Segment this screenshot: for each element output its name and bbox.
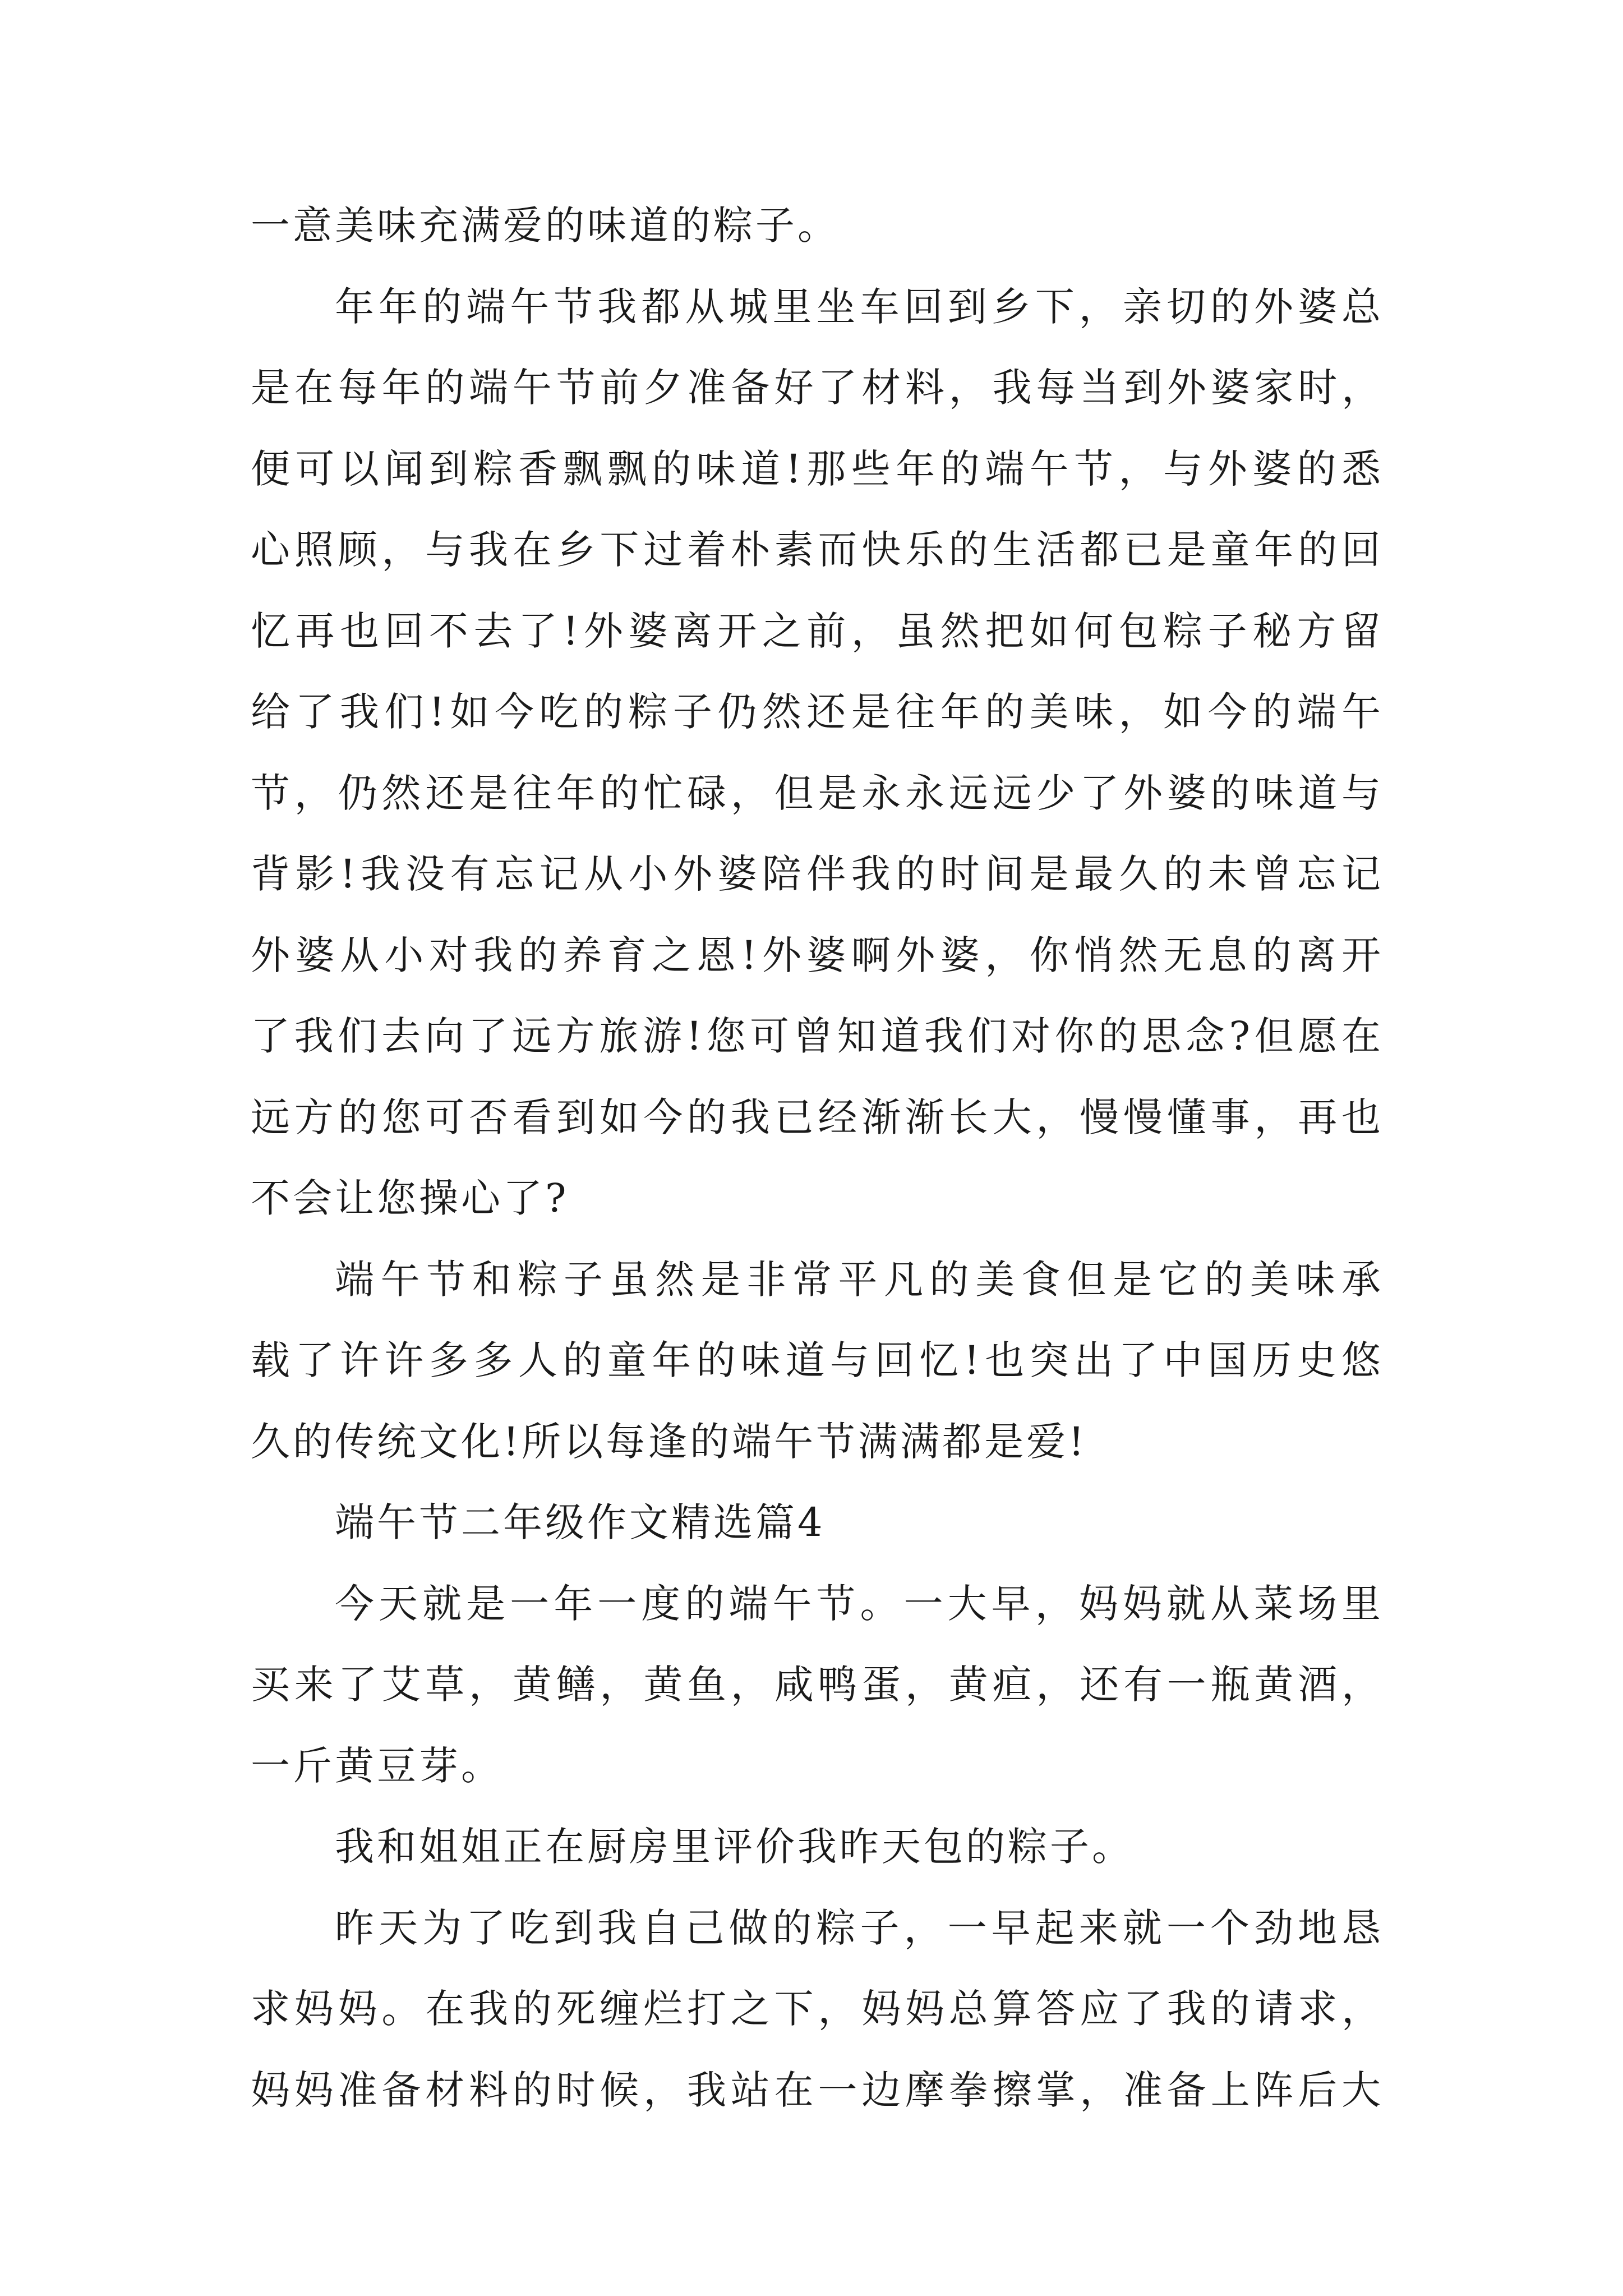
text-line: 外婆从小对我的养育之恩!外婆啊外婆，你悄然无息的离开 xyxy=(251,932,1384,978)
text-line: 节，仍然还是往年的忙碌，但是永永远远少了外婆的味道与 xyxy=(251,770,1384,816)
text-line: 给了我们!如今吃的粽子仍然还是往年的美味，如今的端午 xyxy=(251,689,1384,735)
text-line: 忆再也回不去了!外婆离开之前，虽然把如何包粽子秘方留 xyxy=(251,608,1384,654)
text-line: 买来了艾草，黄鳝，黄鱼，咸鸭蛋，黄疸，还有一瓶黄酒， xyxy=(251,1662,1384,1708)
text-line: 端午节和粽子虽然是非常平凡的美食但是它的美味承 xyxy=(335,1256,1384,1303)
document-body xyxy=(251,185,1384,2131)
text-line: 背影!我没有忘记从小外婆陪伴我的时间是最久的未曾忘记 xyxy=(251,851,1384,897)
text-line: 一意美味充满爱的味道的粽子。 xyxy=(251,203,840,249)
text-line: 一斤黄豆芽。 xyxy=(251,1742,503,1789)
text-line: 心照顾，与我在乡下过着朴素而快乐的生活都已是童年的回 xyxy=(251,527,1384,573)
text-line: 求妈妈。在我的死缠烂打之下，妈妈总算答应了我的请求， xyxy=(251,1986,1384,2032)
text-line: 不会让您操心了? xyxy=(251,1175,569,1221)
text-line: 远方的您可否看到如今的我已经渐渐长大，慢慢懂事，再也 xyxy=(251,1094,1384,1140)
text-line: 年年的端午节我都从城里坐车回到乡下，亲切的外婆总 xyxy=(335,283,1384,330)
text-line: 我和姐姐正在厨房里评价我昨天包的粽子。 xyxy=(335,1824,1134,1870)
text-line: 便可以闻到粽香飘飘的味道!那些年的端午节，与外婆的悉 xyxy=(251,445,1384,492)
text-line: 了我们去向了远方旅游!您可曾知道我们对你的思念?但愿在 xyxy=(251,1013,1384,1059)
text-line: 妈妈准备材料的时候，我站在一边摩拳擦掌，准备上阵后大 xyxy=(251,2067,1384,2113)
text-line: 是在每年的端午节前夕准备好了材料，我每当到外婆家时， xyxy=(251,365,1384,411)
text-line: 久的传统文化!所以每逢的端午节满满都是爱! xyxy=(251,1418,1087,1465)
text-line: 今天就是一年一度的端午节。一大早，妈妈就从菜场里 xyxy=(335,1580,1384,1627)
text-line: 端午节二年级作文精选篇4 xyxy=(335,1499,826,1545)
text-line: 昨天为了吃到我自己做的粽子，一早起来就一个劲地恳 xyxy=(335,1904,1384,1951)
text-line: 载了许许多多人的童年的味道与回忆!也突出了中国历史悠 xyxy=(251,1337,1384,1383)
